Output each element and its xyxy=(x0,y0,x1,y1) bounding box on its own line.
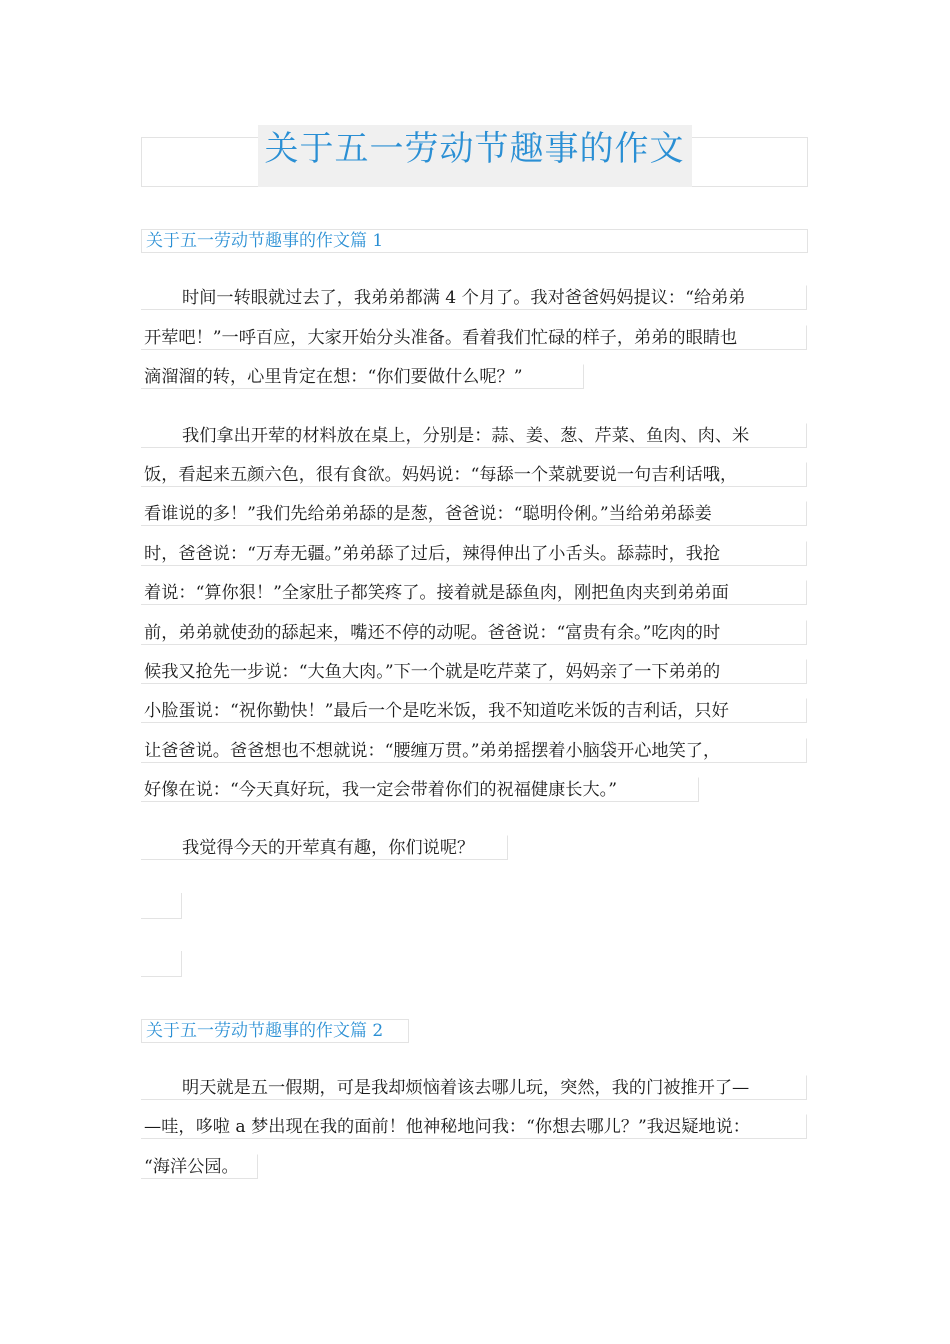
paragraph-line: 前，弟弟就使劲的舔起来，嘴还不停的动呢。爸爸说：“富贵有余。”吃肉的时 xyxy=(141,620,807,645)
paragraph-line: 我觉得今天的开荤真有趣，你们说呢？ xyxy=(141,835,508,860)
paragraph-line: 我们拿出开荤的材料放在桌上，分别是：蒜、姜、葱、芹菜、鱼肉、肉、米 xyxy=(141,423,807,448)
paragraph-line: 时间一转眼就过去了，我弟弟都满 4 个月了。我对爸爸妈妈提议：“给弟弟 xyxy=(141,285,807,310)
paragraph-line: “海洋公园。 xyxy=(141,1154,258,1179)
paragraph-line: 让爸爸说。爸爸想也不想就说：“腰缠万贯。”弟弟摇摆着小脑袋开心地笑了， xyxy=(141,738,807,763)
paragraph-line: 饭，看起来五颜六色，很有食欲。妈妈说：“每舔一个菜就要说一句吉利话哦， xyxy=(141,462,807,487)
empty-paragraph xyxy=(141,893,182,919)
paragraph-line: —哇，哆啦 a 梦出现在我的面前！他神秘地问我：“你想去哪儿？”我迟疑地说： xyxy=(141,1114,807,1139)
paragraph-line: 时，爸爸说：“万寿无疆。”弟弟舔了过后，辣得伸出了小舌头。舔蒜时，我抢 xyxy=(141,541,807,566)
paragraph-line: 看谁说的多！”我们先给弟弟舔的是葱，爸爸说：“聪明伶俐。”当给弟弟舔姜 xyxy=(141,501,807,526)
paragraph-line: 候我又抢先一步说：“大鱼大肉。”下一个就是吃芹菜了，妈妈亲了一下弟弟的 xyxy=(141,659,807,684)
paragraph-line: 滴溜溜的转，心里肯定在想：“你们要做什么呢？” xyxy=(141,364,584,389)
section-heading-1: 关于五一劳动节趣事的作文篇 1 xyxy=(141,229,808,253)
paragraph-line: 着说：“算你狠！”全家肚子都笑疼了。接着就是舔鱼肉，刚把鱼肉夹到弟弟面 xyxy=(141,580,807,605)
empty-paragraph xyxy=(141,951,182,977)
paragraph-line: 小脸蛋说：“祝你勤快！”最后一个是吃米饭，我不知道吃米饭的吉利话，只好 xyxy=(141,698,807,723)
section-heading-2: 关于五一劳动节趣事的作文篇 2 xyxy=(141,1019,409,1043)
document-title: 关于五一劳动节趣事的作文 xyxy=(264,129,685,169)
paragraph-line: 好像在说：“今天真好玩，我一定会带着你们的祝福健康长大。” xyxy=(141,777,699,802)
paragraph-line: 开荤吧！”一呼百应，大家开始分头准备。看着我们忙碌的样子，弟弟的眼睛也 xyxy=(141,325,807,350)
paragraph-line: 明天就是五一假期，可是我却烦恼着该去哪儿玩，突然，我的门被推开了— xyxy=(141,1075,807,1100)
